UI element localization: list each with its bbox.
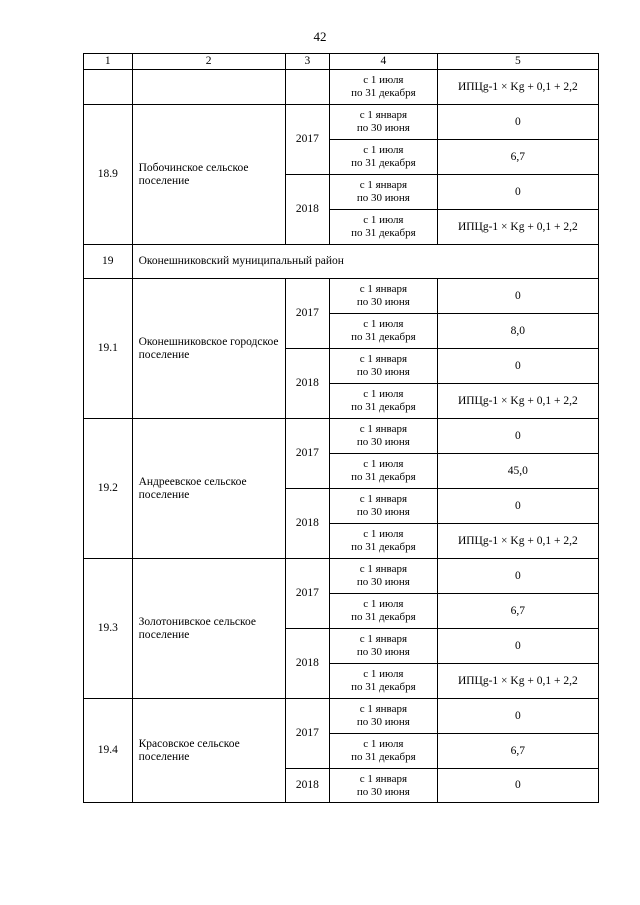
row-number: 19.1 [84,279,133,419]
settlement-name: Побочинское сельское поселение [132,105,285,245]
period-cell: с 1 января по 30 июня [330,629,438,664]
column-header: 3 [285,54,329,70]
tariff-table [83,53,599,803]
value-cell: ИПЦg-1 × Kg + 0,1 + 2,2 [437,524,598,559]
district-row [84,245,599,279]
value-cell: 0 [437,419,598,454]
table-cell [84,70,133,105]
period-cell: с 1 января по 30 июня [330,559,438,594]
column-header: 4 [330,54,438,70]
column-header: 1 [84,54,133,70]
page-number: 42 [313,29,327,44]
year-cell: 2017 [285,279,329,349]
period-cell: с 1 июля по 31 декабря [330,210,438,245]
value-cell: ИПЦg-1 × Kg + 0,1 + 2,2 [437,70,598,105]
table-row [84,70,599,105]
settlement-name: Оконешниковское городское поселение [132,279,285,419]
period-cell: с 1 июля по 31 декабря [330,140,438,175]
period-cell: с 1 июля по 31 декабря [330,734,438,769]
period-cell: с 1 января по 30 июня [330,419,438,454]
period-cell: с 1 июля по 31 декабря [330,314,438,349]
table-header-row [84,54,599,70]
column-header: 5 [437,54,598,70]
value-cell: 6,7 [437,594,598,629]
period-cell: с 1 июля по 31 декабря [330,454,438,489]
year-cell: 2017 [285,699,329,769]
district-name: Оконешниковский муниципальный район [132,245,598,279]
value-cell: 0 [437,105,598,140]
year-cell: 2018 [285,489,329,559]
value-cell: 45,0 [437,454,598,489]
period-cell: с 1 января по 30 июня [330,105,438,140]
year-cell: 2017 [285,105,329,175]
table-row [84,279,599,314]
value-cell: 6,7 [437,140,598,175]
settlement-name: Андреевское сельское поселение [132,419,285,559]
year-cell: 2018 [285,769,329,803]
period-cell: с 1 января по 30 июня [330,349,438,384]
period-cell: с 1 января по 30 июня [330,769,438,803]
period-cell: с 1 июля по 31 декабря [330,524,438,559]
value-cell: ИПЦg-1 × Kg + 0,1 + 2,2 [437,384,598,419]
period-cell: с 1 января по 30 июня [330,175,438,210]
table-cell [285,70,329,105]
value-cell: 0 [437,279,598,314]
value-cell: 6,7 [437,734,598,769]
value-cell: 0 [437,349,598,384]
value-cell: 0 [437,769,598,803]
value-cell: 8,0 [437,314,598,349]
value-cell: ИПЦg-1 × Kg + 0,1 + 2,2 [437,210,598,245]
table-row [84,559,599,594]
period-cell: с 1 января по 30 июня [330,489,438,524]
column-header: 2 [132,54,285,70]
value-cell: 0 [437,559,598,594]
year-cell: 2018 [285,349,329,419]
row-number: 19.2 [84,419,133,559]
table-row [84,419,599,454]
value-cell: 0 [437,629,598,664]
row-number: 19.3 [84,559,133,699]
year-cell: 2018 [285,175,329,245]
table-cell [132,70,285,105]
period-cell: с 1 июля по 31 декабря [330,70,438,105]
row-number: 19.4 [84,699,133,803]
period-cell: с 1 января по 30 июня [330,699,438,734]
value-cell: 0 [437,699,598,734]
period-cell: с 1 июля по 31 декабря [330,594,438,629]
row-number: 19 [84,245,133,279]
period-cell: с 1 января по 30 июня [330,279,438,314]
table-row [84,105,599,140]
value-cell: 0 [437,175,598,210]
period-cell: с 1 июля по 31 декабря [330,664,438,699]
value-cell: 0 [437,489,598,524]
value-cell: ИПЦg-1 × Kg + 0,1 + 2,2 [437,664,598,699]
table-row [84,699,599,734]
settlement-name: Золотонивское сельское поселение [132,559,285,699]
settlement-name: Красовское сельское поселение [132,699,285,803]
year-cell: 2017 [285,419,329,489]
period-cell: с 1 июля по 31 декабря [330,384,438,419]
year-cell: 2018 [285,629,329,699]
year-cell: 2017 [285,559,329,629]
row-number: 18.9 [84,105,133,245]
